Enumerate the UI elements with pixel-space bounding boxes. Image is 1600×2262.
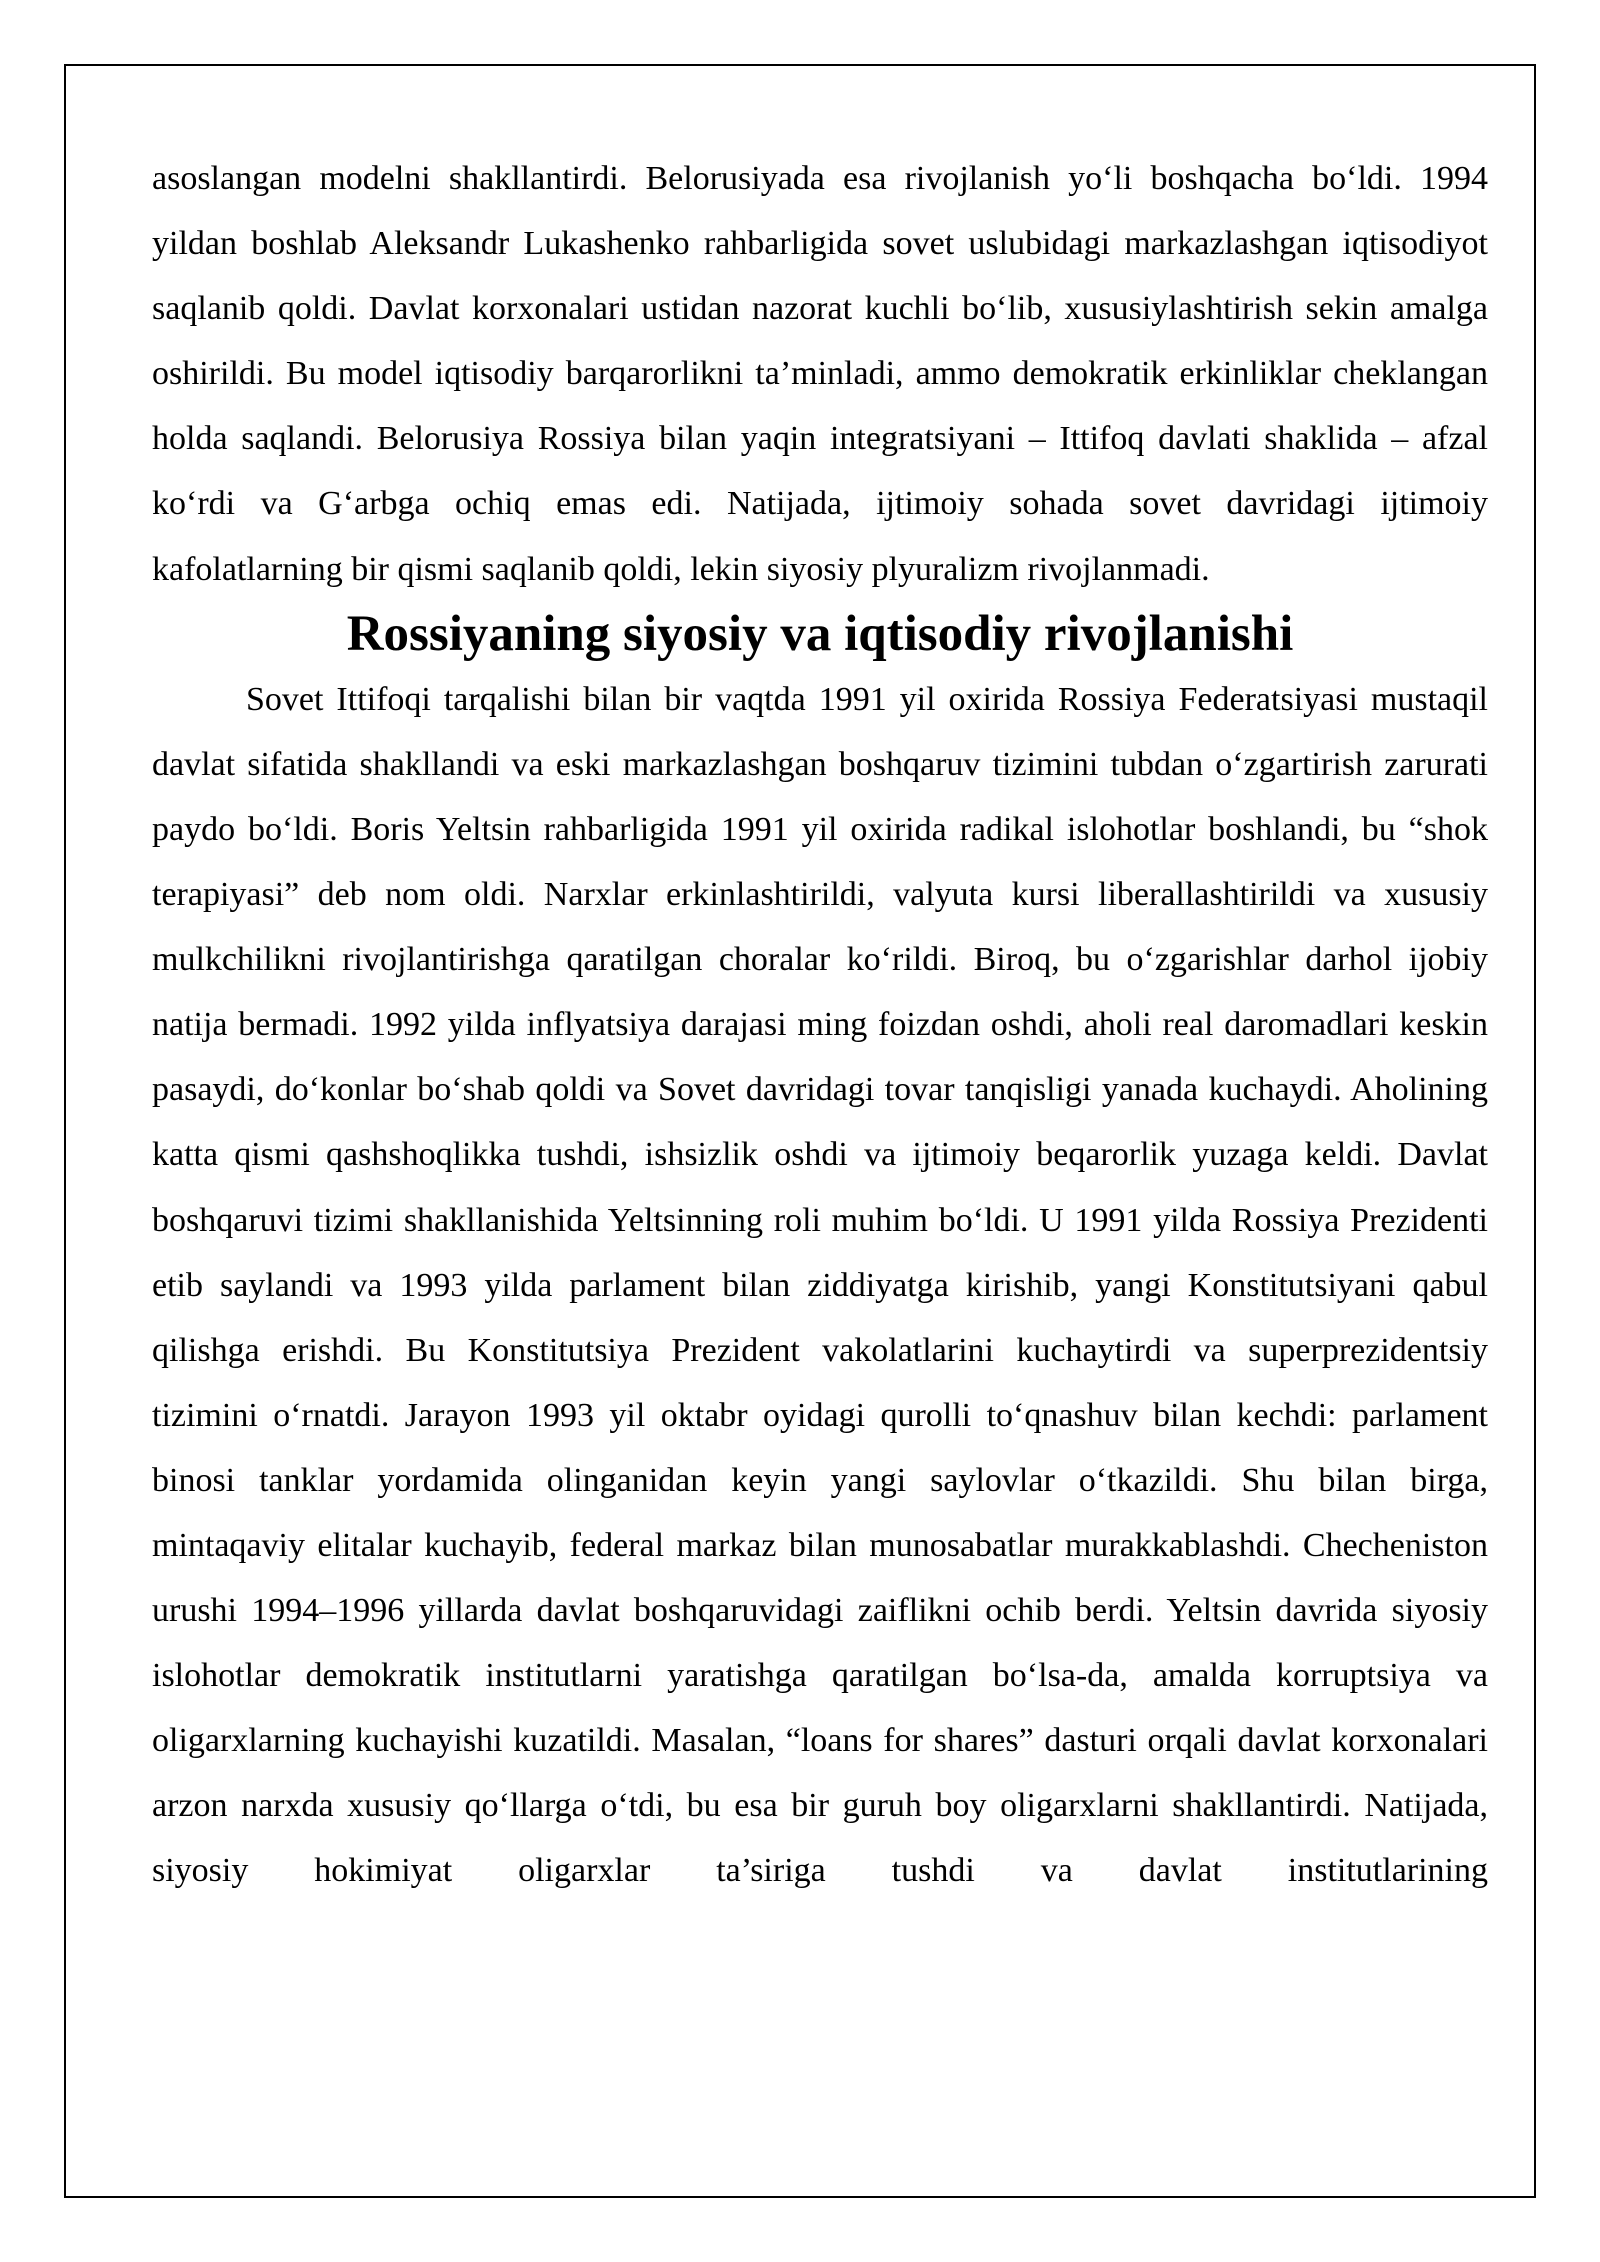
section-heading: Rossiyaning siyosiy va iqtisodiy rivojlanishi	[346, 605, 1294, 662]
paragraph-belarus: asoslangan modelni shakllantirdi. Belorusiyada esa rivojlanish yo‘li boshqacha bo‘ldi. 1994 yildan boshlab Aleksandr Lukashenko rahbarligida sovet uslubidagi markazlashgan iqtisodiyot saqlanib qoldi. Davlat korxonalari ustidan nazorat kuchli bo‘lib, xususiylashtirish sekin amalga oshirildi. Bu model iqtisodiy barqarorlikni ta’minladi, ammo demokratik erkinliklar cheklangan holda saqlandi. Belorusiya Rossiya bilan yaqin integratsiyani – Ittifoq davlati shaklida – afzal ko‘rdi va G‘arbga ochiq emas edi. Natijada, ijtimoiy sohada sovet davridagi ijtimoiy kafolatlarning bir qismi saqlanib qoldi, lekin siyosiy plyuralizm rivojlanmadi.	[152, 160, 1488, 588]
document-body	[152, 146, 1488, 1904]
paragraph-russia: Sovet Ittifoqi tarqalishi bilan bir vaqtda 1991 yil oxirida Rossiya Federatsiyasi mustaqil davlat sifatida shakllandi va eski markazlashgan boshqaruv tizimini tubdan o‘zgartirish zarurati paydo bo‘ldi. Boris Yeltsin rahbarligida 1991 yil oxirida radikal islohotlar boshlandi, bu “shok terapiyasi” deb nom oldi. Narxlar erkinlashtirildi, valyuta kursi liberallashtirildi va xususiy mulkchilikni rivojlantirishga qaratilgan choralar ko‘rildi. Biroq, bu o‘zgarishlar darhol ijobiy natija bermadi. 1992 yilda inflyatsiya darajasi ming foizdan oshdi, aholi real daromadlari keskin pasaydi, do‘konlar bo‘shab qoldi va Sovet davridagi tovar tanqisligi yanada kuchaydi. Aholining katta qismi qashshoqlikka tushdi, ishsizlik oshdi va ijtimoiy beqarorlik yuzaga keldi. Davlat boshqaruvi tizimi shakllanishida Yeltsinning roli muhim bo‘ldi. U 1991 yilda Rossiya Prezidenti etib saylandi va 1993 yilda parlament bilan ziddiyatga kirishib, yangi Konstitutsiyani qabul qilishga erishdi. Bu Konstitutsiya Prezident vakolatlarini kuchaytirdi va superprezidentsiy tizimini o‘rnatdi. Jarayon 1993 yil oktabr oyidagi qurolli to‘qnashuv bilan kechdi: parlament binosi tanklar yordamida olinganidan keyin yangi saylovlar o‘tkazildi. Shu bilan birga, mintaqaviy elitalar kuchayib, federal markaz bilan munosabatlar murakkablashdi. Checheniston urushi 1994–1996 yillarda davlat boshqaruvidagi zaiflikni ochib berdi. Yeltsin davrida siyosiy islohotlar demokratik institutlarni yaratishga qaratilgan bo‘lsa-da, amalda korruptsiya va oligarxlarning kuchayishi kuzatildi. Masalan, “loans for shares” dasturi orqali davlat korxonalari arzon narxda xususiy qo‘llarga o‘tdi, bu esa bir guruh boy oligarxlarni shakllantirdi. Natijada, siyosiy hokimiyat oligarxlar ta’siriga tushdi va davlat institutlarining	[152, 680, 1488, 1890]
